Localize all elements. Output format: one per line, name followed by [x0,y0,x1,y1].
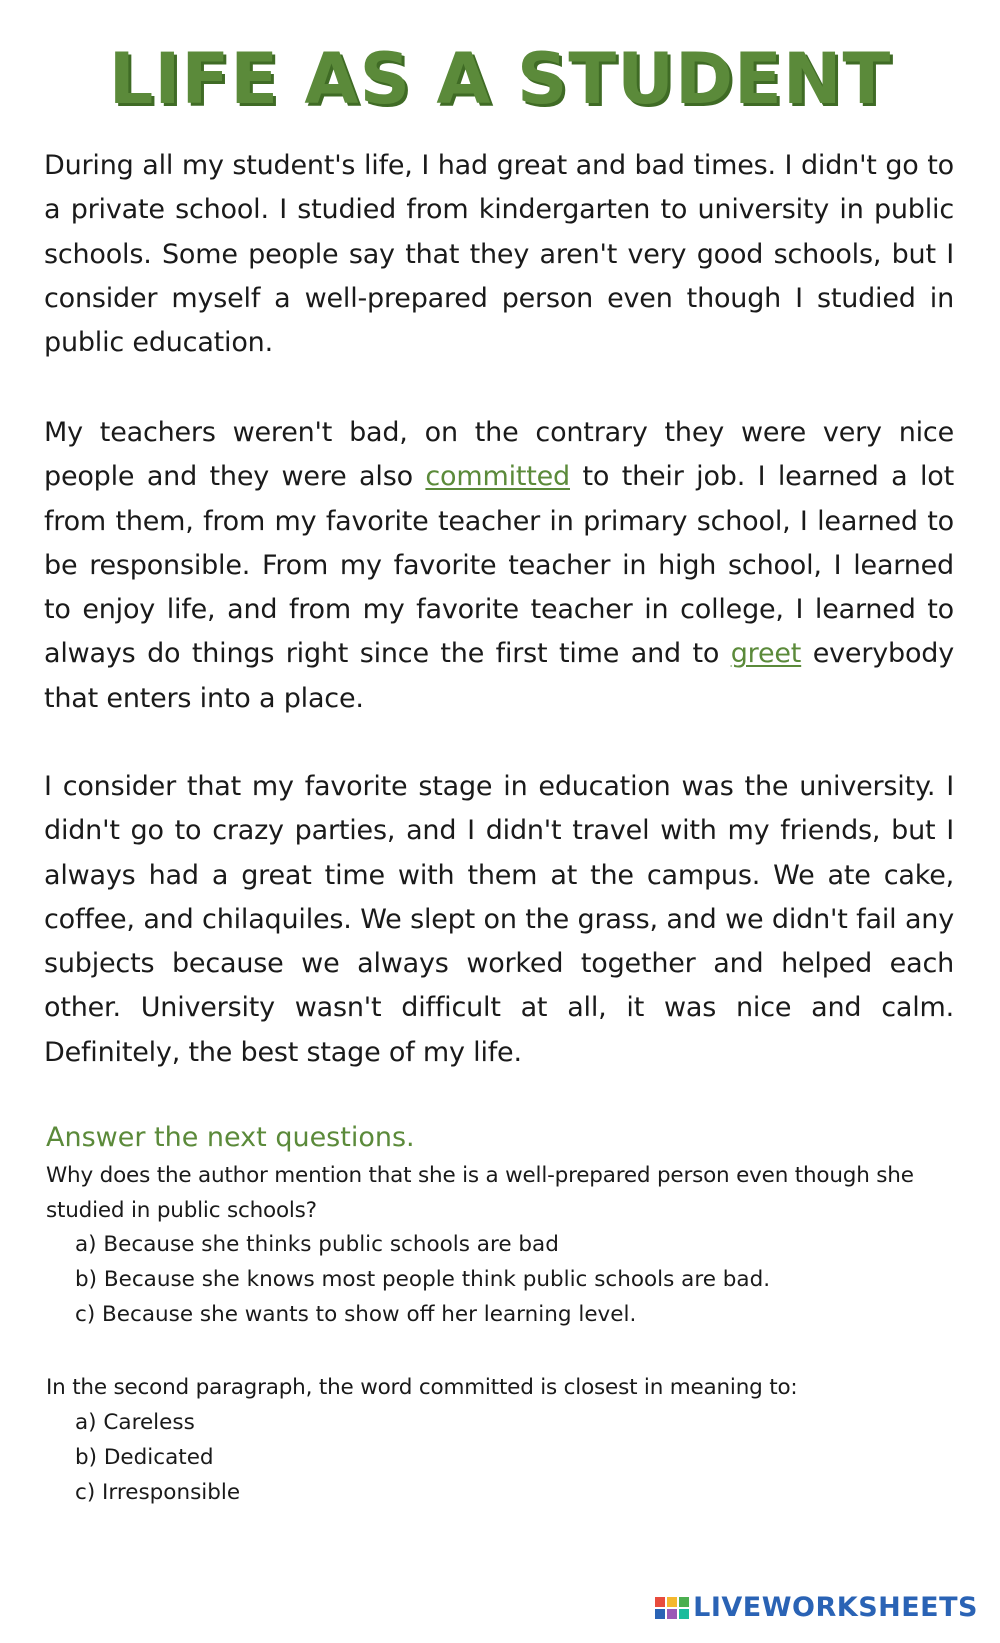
logo-block [655,1609,665,1619]
logo-block [679,1597,689,1607]
paragraph-1: During all my student's life, I had great and bad times. I didn't go to a private school. I studied from kindergarten to university in public schools. Some people say that they aren't very good schools, but I consider myself a well-prepared person even though I studied in public education. [44,150,954,359]
liveworksheets-blocks-icon [655,1597,689,1619]
question-1-text: Why does the author mention that she is a well-prepared person even though she studied in public schools? [46,1163,914,1223]
vocab-word-greet: greet [730,638,802,670]
answer-option[interactable]: c) Irresponsible [75,1480,241,1505]
logo-block [667,1609,677,1619]
page-title: LIFE AS A STUDENT [108,38,892,120]
answer-option[interactable]: b) Dedicated [75,1445,214,1470]
question-1-options [75,1227,770,1332]
vocab-word-committed: committed [425,461,570,493]
paragraph-3: I consider that my favorite stage in education was the university. I didn't go to crazy parties, and I didn't travel with my friends, but I always had a great time with them at the campus. We ate cake, coffee, and chilaquiles. We slept on the grass, and we didn't fail any subjects because we always worked together and helped each other. University wasn't difficult at all, it was nice and calm. Definitely, the best stage of my life. [44,771,954,1068]
answer-option[interactable]: a) Because she thinks public schools are bad [75,1232,559,1257]
answer-option[interactable]: b) Because she knows most people think public schools are bad. [75,1267,771,1292]
answer-option[interactable]: a) Careless [75,1410,195,1435]
answer-option[interactable]: c) Because she wants to show off her learning level. [75,1302,637,1327]
liveworksheets-logo [655,1592,978,1623]
question-2-options [75,1405,240,1510]
question-2-text: In the second paragraph, the word committed is closest in meaning to: [46,1375,798,1400]
questions-heading: Answer the next questions. [46,1122,415,1153]
paragraph-2-text: to their job. I learned a lot from them, from my favorite teacher in primary school, I learned to be responsible. From my favorite teacher in high school, I learned to enjoy life, and from my favorite teacher in college, I learned to always do things right since the first time and to [44,461,954,670]
paragraph-2-text: everybody that enters into a place. [44,638,954,714]
logo-block [655,1597,665,1607]
paragraph-2-text: My teachers weren't bad, on the contrary they were very nice people and they were also [44,417,954,493]
logo-block [679,1609,689,1619]
paragraph-2 [44,411,954,721]
logo-block [667,1597,677,1607]
logo-text: LIVEWORKSHEETS [693,1592,978,1623]
